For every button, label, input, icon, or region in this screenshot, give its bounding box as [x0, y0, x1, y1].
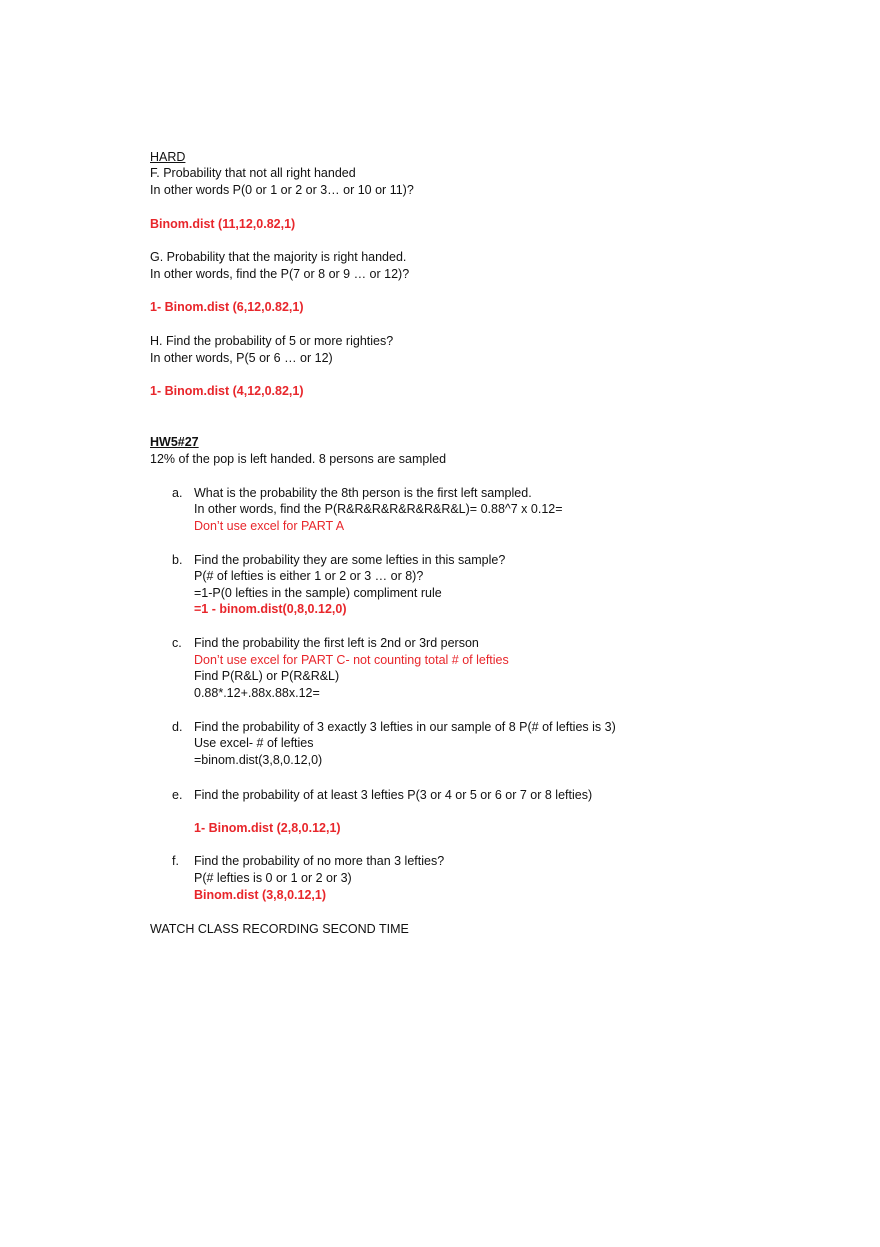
- hw-intro: 12% of the pop is left handed. 8 persons are sampled: [150, 452, 447, 466]
- closing-note: WATCH CLASS RECORDING SECOND TIME: [150, 922, 409, 936]
- item-b-line1: Find the probability they are some lefties in this sample?: [194, 553, 506, 567]
- item-e-line1: Find the probability of at least 3 lefties P(3 or 4 or 5 or 6 or 7 or 8 lefties): [194, 788, 593, 802]
- item-f-label: f.: [172, 854, 179, 868]
- question-f-line1: F. Probability that not all right handed: [150, 166, 356, 180]
- hw-heading: HW5#27: [150, 435, 199, 449]
- item-c-line1: Find the probability the first left is 2nd or 3rd person: [194, 636, 479, 650]
- item-c-note: Don’t use excel for PART C- not counting total # of lefties: [194, 653, 509, 667]
- question-h-answer: 1- Binom.dist (4,12,0.82,1): [150, 384, 304, 398]
- item-b-label: b.: [172, 553, 183, 567]
- item-a-note: Don’t use excel for PART A: [194, 519, 345, 533]
- item-f-line2: P(# lefties is 0 or 1 or 2 or 3): [194, 871, 352, 885]
- item-f-line1: Find the probability of no more than 3 lefties?: [194, 854, 445, 868]
- item-d-line2: Use excel- # of lefties: [194, 736, 314, 750]
- question-f-answer: Binom.dist (11,12,0.82,1): [150, 217, 296, 231]
- item-d-line1: Find the probability of 3 exactly 3 lefties in our sample of 8 P(# of lefties is 3): [194, 720, 616, 734]
- question-g-line1: G. Probability that the majority is right handed.: [150, 250, 407, 264]
- item-b-line3: =1-P(0 lefties in the sample) compliment rule: [194, 586, 442, 600]
- item-a-line2: In other words, find the P(R&R&R&R&R&R&R&L)= 0.88^7 x 0.12=: [194, 502, 563, 516]
- item-a-label: a.: [172, 486, 183, 500]
- item-f-answer: Binom.dist (3,8,0.12,1): [194, 888, 326, 902]
- item-e-answer: 1- Binom.dist (2,8,0.12,1): [194, 821, 341, 835]
- item-c-label: c.: [172, 636, 182, 650]
- hard-heading: HARD: [150, 150, 186, 164]
- item-c-line2: Find P(R&L) or P(R&R&L): [194, 669, 340, 683]
- item-a-line1: What is the probability the 8th person is the first left sampled.: [194, 486, 532, 500]
- item-d-label: d.: [172, 720, 183, 734]
- item-d-line3: =binom.dist(3,8,0.12,0): [194, 753, 323, 767]
- question-g-line2: In other words, find the P(7 or 8 or 9 … or 12)?: [150, 267, 410, 281]
- question-h-line1: H. Find the probability of 5 or more righties?: [150, 334, 394, 348]
- question-f-line2: In other words P(0 or 1 or 2 or 3… or 10 or 11)?: [150, 183, 414, 197]
- item-b-answer: =1 - binom.dist(0,8,0.12,0): [194, 602, 347, 616]
- question-h-line2: In other words, P(5 or 6 … or 12): [150, 351, 333, 365]
- item-c-line3: 0.88*.12+.88x.88x.12=: [194, 686, 320, 700]
- question-g-answer: 1- Binom.dist (6,12,0.82,1): [150, 300, 304, 314]
- item-b-line2: P(# of lefties is either 1 or 2 or 3 … or 8)?: [194, 569, 424, 583]
- item-e-label: e.: [172, 788, 183, 802]
